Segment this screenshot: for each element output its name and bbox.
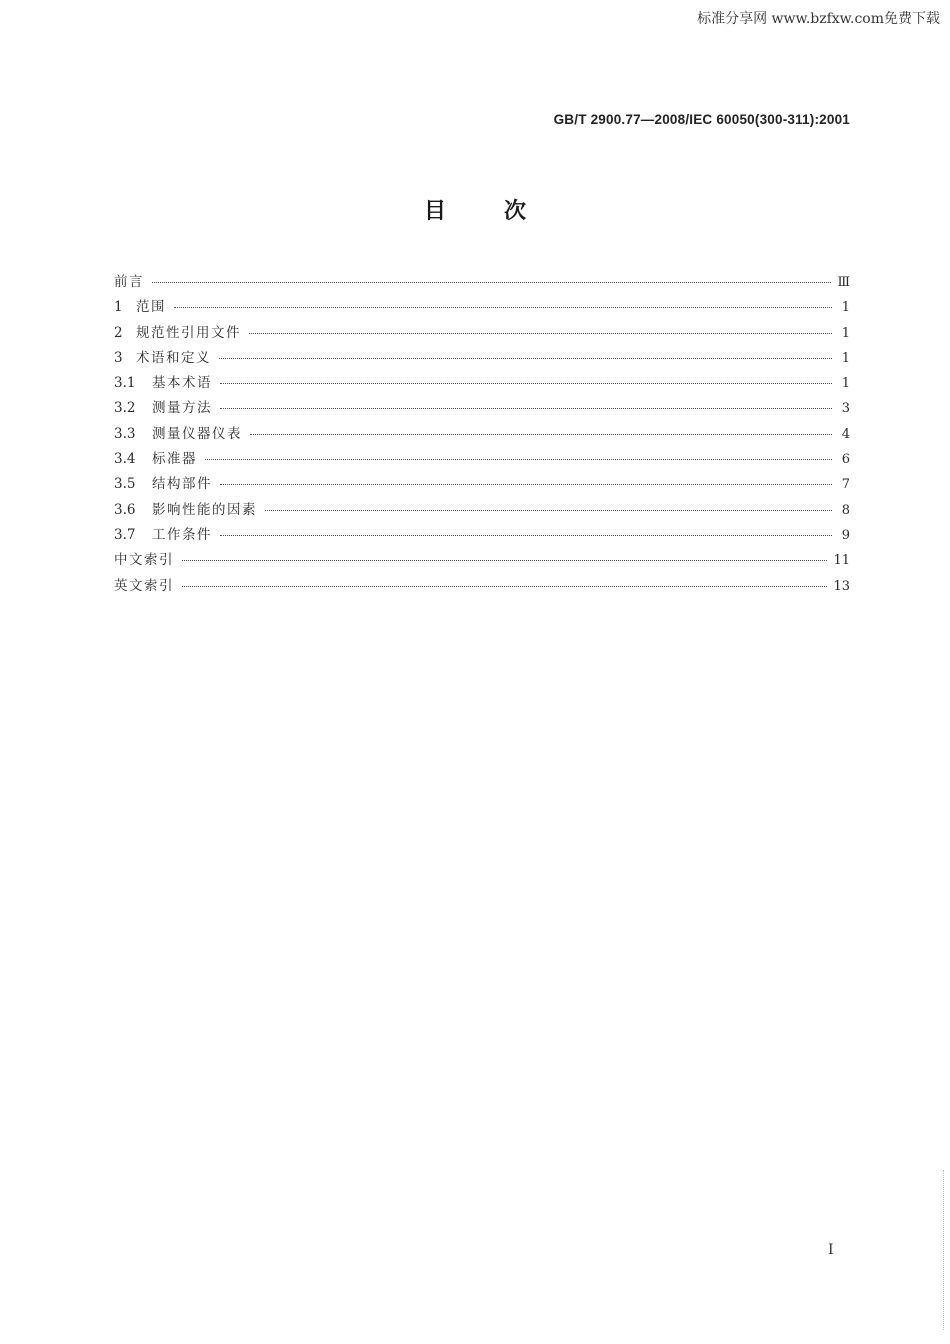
toc-entry-page: 3	[841, 401, 850, 417]
toc-entry-operating-conditions[interactable]	[114, 523, 850, 548]
toc-title-part1: 目	[423, 199, 446, 224]
toc-entry-label: 基本术语	[152, 375, 212, 392]
table-of-contents	[114, 270, 850, 599]
toc-entry-page: 4	[841, 426, 850, 442]
toc-leader-dots	[219, 358, 832, 359]
toc-entry-label: 结构部件	[152, 476, 212, 493]
toc-entry-label: 范围	[136, 299, 166, 316]
toc-leader-dots	[152, 282, 831, 283]
toc-entry-label: 测量方法	[152, 400, 212, 417]
toc-title	[0, 194, 950, 225]
toc-entry-label: 工作条件	[152, 526, 212, 543]
toc-entry-number: 3.3	[114, 425, 136, 442]
toc-entry-label: 术语和定义	[136, 349, 211, 366]
toc-entry-number: 3	[114, 349, 123, 366]
toc-title-part2: 次	[504, 199, 527, 224]
toc-entry-terms-definitions[interactable]	[114, 346, 850, 371]
toc-entry-chinese-index[interactable]	[114, 548, 850, 573]
toc-entry-number: 3.5	[114, 476, 136, 493]
toc-entry-english-index[interactable]	[114, 574, 850, 599]
toc-entry-page: 9	[841, 527, 850, 543]
toc-entry-measurement-methods[interactable]	[114, 396, 850, 421]
toc-entry-page: 1	[841, 325, 850, 341]
page-number: I	[828, 1242, 834, 1258]
toc-leader-dots	[220, 383, 832, 384]
toc-entry-page: 6	[841, 452, 850, 468]
toc-leader-dots	[220, 484, 832, 485]
toc-leader-dots	[220, 535, 832, 536]
toc-entry-label: 英文索引	[114, 577, 174, 594]
toc-entry-page: 1	[841, 300, 850, 316]
toc-entry-page: 1	[841, 350, 850, 366]
toc-entry-measuring-instruments[interactable]	[114, 422, 850, 447]
toc-entry-number: 3.2	[114, 400, 136, 417]
toc-entry-label: 标准器	[152, 451, 197, 468]
toc-entry-number: 2	[114, 324, 123, 341]
toc-entry-number: 3.1	[114, 375, 136, 392]
toc-entry-number: 3.7	[114, 526, 136, 543]
toc-entry-page: 7	[841, 477, 850, 493]
toc-entry-page: Ⅲ	[837, 275, 850, 290]
toc-entry-normative-references[interactable]	[114, 321, 850, 346]
scan-edge-marks	[941, 1170, 944, 1330]
toc-entry-label: 影响性能的因素	[152, 501, 257, 518]
document-id: GB/T 2900.77—2008/IEC 60050(300-311):2001	[553, 112, 850, 127]
toc-leader-dots	[182, 586, 827, 587]
toc-entry-label: 规范性引用文件	[136, 324, 241, 341]
toc-entry-basic-terms[interactable]	[114, 371, 850, 396]
toc-entry-page: 11	[833, 553, 850, 569]
toc-entry-label: 前言	[114, 274, 144, 290]
toc-leader-dots	[174, 307, 832, 308]
toc-entry-foreword[interactable]	[114, 270, 850, 295]
watermark-text: 标准分享网 www.bzfxw.com免费下载	[697, 11, 940, 27]
toc-entry-influence-factors[interactable]	[114, 498, 850, 523]
toc-entry-number: 1	[114, 299, 123, 316]
toc-entry-number: 3.6	[114, 501, 136, 518]
toc-leader-dots	[182, 560, 827, 561]
toc-leader-dots	[249, 333, 832, 334]
toc-entry-constructional-parts[interactable]	[114, 472, 850, 497]
toc-leader-dots	[205, 459, 832, 460]
toc-entry-scope[interactable]	[114, 295, 850, 320]
toc-entry-number: 3.4	[114, 451, 136, 468]
toc-entry-page: 8	[841, 502, 850, 518]
toc-entry-label: 中文索引	[114, 552, 174, 569]
toc-leader-dots	[250, 434, 832, 435]
toc-entry-page: 1	[841, 376, 850, 392]
toc-entry-page: 13	[833, 578, 850, 594]
toc-entry-label: 测量仪器仪表	[152, 425, 242, 442]
toc-leader-dots	[220, 408, 832, 409]
toc-leader-dots	[265, 510, 832, 511]
toc-entry-standards[interactable]	[114, 447, 850, 472]
